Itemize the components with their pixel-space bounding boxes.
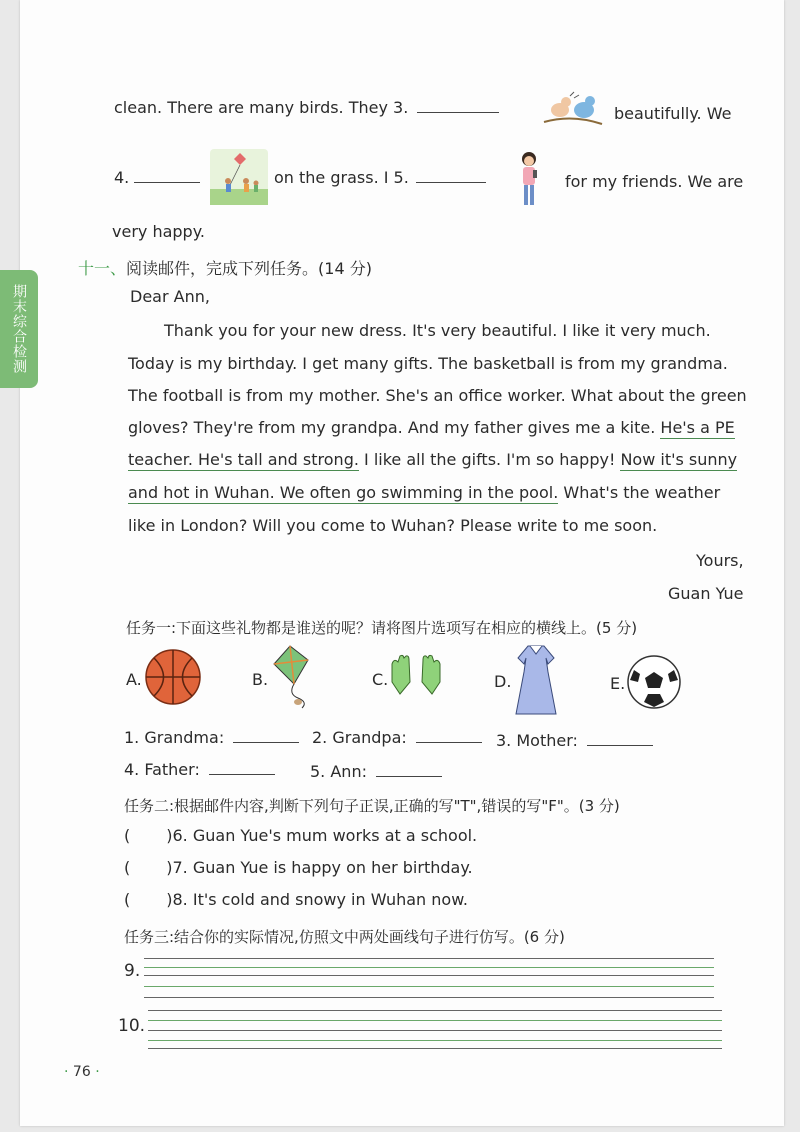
blank-3[interactable] [417, 112, 499, 113]
answer-blank-5[interactable] [376, 776, 442, 777]
option-b-label: B. [252, 670, 269, 689]
letter-closing: Yours, [696, 551, 744, 570]
question-2: 2. Grandpa: [312, 728, 482, 747]
kite-icon [268, 644, 318, 714]
question-4: 4. Father: [124, 760, 275, 779]
underlined-sentence-2b: and hot in Wuhan. We often go swimming in the pool. [128, 483, 559, 502]
answer-blank-3[interactable] [587, 745, 653, 746]
letter-line-5: teacher. He's tall and strong. I like all the gifts. I'm so happy! Now it's sunny [128, 450, 738, 469]
option-e-label: E. [610, 674, 626, 693]
letter-line-4: gloves? They're from my grandpa. And my father gives me a kite. He's a PE [128, 418, 735, 437]
answer-blank-4[interactable] [209, 774, 275, 775]
story-line-1b: beautifully. We [614, 104, 732, 123]
gloves-icon [388, 652, 444, 702]
letter-line-7: like in London? Will you come to Wuhan? Please write to me soon. [128, 516, 658, 535]
question-9-label: 9. [124, 961, 141, 981]
letter-signature: Guan Yue [668, 584, 744, 603]
girl-singing-picture [516, 150, 542, 210]
task-2-title: 任务二:根据邮件内容,判断下列句子正误,正确的写"T",错误的写"F"。(3 分) [124, 797, 620, 815]
letter-greeting: Dear Ann, [130, 287, 210, 306]
blank-4[interactable] [134, 182, 200, 183]
answer-blank-2[interactable] [416, 742, 482, 743]
true-false-item-7: ( )7. Guan Yue is happy on her birthday. [124, 858, 473, 877]
section-title: 阅读邮件，完成下列任务。(14 分) [126, 259, 372, 278]
option-c-label: C. [372, 670, 389, 689]
question-10-label: 10. [118, 1016, 146, 1036]
option-d-label: D. [494, 672, 512, 691]
section-number: 十一、 [78, 259, 127, 278]
true-false-item-8: ( )8. It's cold and snowy in Wuhan now. [124, 890, 468, 909]
letter-line-3: The football is from my mother. She's an office worker. What about the green [128, 386, 747, 405]
birds-singing-picture [542, 88, 604, 132]
task-1-title: 任务一:下面这些礼物都是谁送的呢？请将图片选项写在相应的横线上。(5 分) [126, 619, 638, 637]
story-line-2b: on the grass. I 5. [274, 168, 486, 187]
story-line-2c: for my friends. We are [565, 172, 744, 191]
option-a-label: A. [126, 670, 142, 689]
side-tab-final-review: 期末综合检测 [0, 270, 38, 388]
question-3: 3. Mother: [496, 731, 653, 750]
page-number: · 76 · [64, 1064, 100, 1080]
task-3-title: 任务三:结合你的实际情况,仿照文中两处画线句子进行仿写。(6 分) [124, 928, 565, 946]
dress-icon [514, 644, 558, 720]
story-line-3: very happy. [112, 222, 205, 241]
underlined-sentence-2a: Now it's sunny [620, 450, 738, 469]
story-line-1: clean. There are many birds. They 3. [114, 98, 499, 117]
question-1: 1. Grandma: [124, 728, 299, 747]
blank-5[interactable] [416, 182, 486, 183]
letter-line-1: Thank you for your new dress. It's very beautiful. I like it very much. [164, 321, 711, 340]
answer-blank-1[interactable] [233, 742, 299, 743]
worksheet-page [20, 0, 784, 1126]
letter-line-2: Today is my birthday. I get many gifts. The basketball is from my grandma. [128, 354, 728, 373]
letter-line-6: and hot in Wuhan. We often go swimming in the pool. What's the weather [128, 483, 721, 502]
section-11-heading [78, 256, 372, 279]
underlined-sentence-1b: teacher. He's tall and strong. [128, 450, 359, 469]
question-5: 5. Ann: [310, 762, 442, 781]
flying-kites-picture [210, 149, 268, 205]
true-false-item-6: ( )6. Guan Yue's mum works at a school. [124, 826, 478, 845]
underlined-sentence-1a: He's a PE [660, 418, 735, 437]
football-icon [626, 654, 682, 714]
story-line-2: 4. [114, 168, 200, 187]
basketball-icon [144, 648, 202, 710]
